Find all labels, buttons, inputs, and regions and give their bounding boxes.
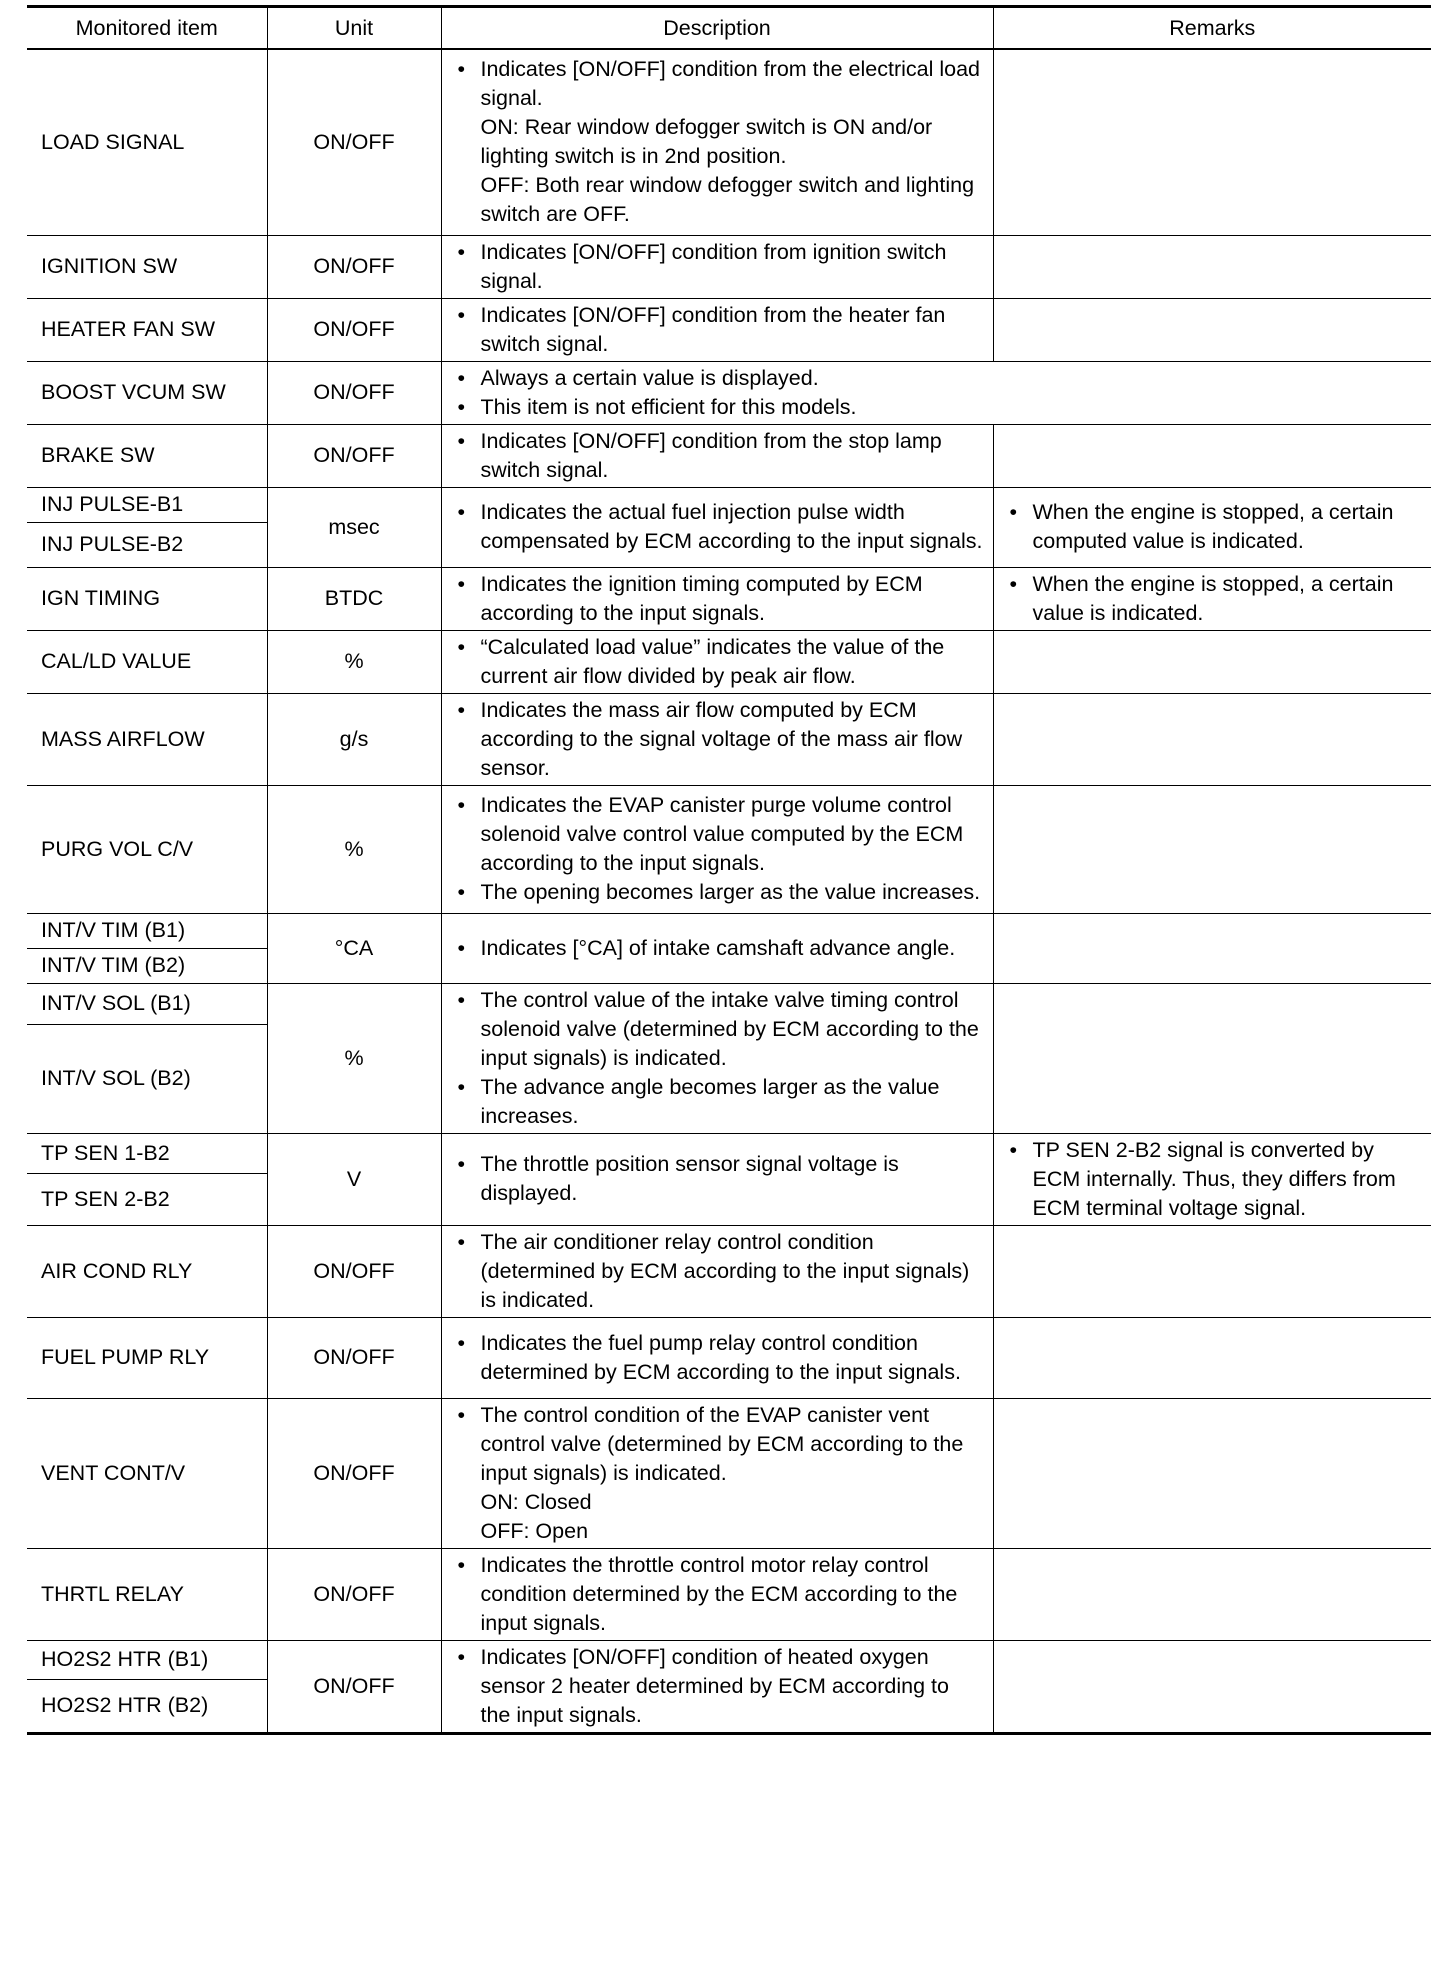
table-row xyxy=(27,49,1431,235)
description-bullet: • Indicates [°CA] of intake camshaft advance angle. xyxy=(456,934,985,963)
description-note: OFF: Both rear window defogger switch and lighting switch are OFF. xyxy=(480,173,975,227)
monitor-item-table xyxy=(27,5,1431,1735)
description-bullet: • Indicates the mass air flow computed by ECM according to the signal voltage of the mass air flow sensor. xyxy=(456,696,985,783)
description-bullet: • Indicates the throttle control motor relay control condition determined by the ECM according to the input signals. xyxy=(456,1551,985,1638)
description-bullet-list xyxy=(456,696,985,783)
description-cell xyxy=(441,1225,993,1317)
monitored-item-cell: AIR COND RLY xyxy=(27,1225,267,1317)
description-bullet: • Indicates [ON/OFF] condition from ignition switch signal. xyxy=(456,238,985,296)
remarks-bullet-list xyxy=(1008,1136,1424,1223)
header-description: Description xyxy=(441,7,993,50)
unit-cell: ON/OFF xyxy=(267,1317,441,1398)
monitored-item-cell: INT/V TIM (B1) xyxy=(27,913,267,948)
unit-cell: % xyxy=(267,785,441,913)
unit-cell: V xyxy=(267,1133,441,1225)
monitored-item-cell: VENT CONT/V xyxy=(27,1398,267,1548)
remarks-cell xyxy=(993,693,1431,785)
unit-cell: g/s xyxy=(267,693,441,785)
description-bullet: • Indicates the ignition timing computed by ECM according to the input signals. xyxy=(456,570,985,628)
unit-cell: ON/OFF xyxy=(267,235,441,298)
description-bullet-list xyxy=(456,364,1424,422)
remarks-cell xyxy=(993,235,1431,298)
unit-cell: % xyxy=(267,630,441,693)
table-row xyxy=(27,1548,1431,1640)
remarks-bullet-list xyxy=(1008,570,1424,628)
description-cell xyxy=(441,1133,993,1225)
header-monitored-item: Monitored item xyxy=(27,7,267,50)
description-bullet-list xyxy=(456,498,985,556)
unit-cell: ON/OFF xyxy=(267,361,441,424)
table-row xyxy=(27,630,1431,693)
description-bullet: • “Calculated load value” indicates the value of the current air flow divided by peak air flow. xyxy=(456,633,985,691)
remarks-cell xyxy=(993,1225,1431,1317)
description-bullet: • Indicates the actual fuel injection pulse width compensated by ECM according to the input signals. xyxy=(456,498,985,556)
table-row xyxy=(27,913,1431,948)
description-bullet: • Indicates [ON/OFF] condition of heated oxygen sensor 2 heater determined by ECM according to the input signals. xyxy=(456,1643,985,1730)
description-cell xyxy=(441,785,993,913)
remarks-cell xyxy=(993,49,1431,235)
description-bullet-list xyxy=(456,1329,985,1387)
remarks-cell xyxy=(993,1548,1431,1640)
monitored-item-cell: FUEL PUMP RLY xyxy=(27,1317,267,1398)
unit-cell: ON/OFF xyxy=(267,424,441,487)
remarks-cell xyxy=(993,487,1431,567)
header-remarks: Remarks xyxy=(993,7,1431,50)
remarks-cell xyxy=(993,1317,1431,1398)
description-cell xyxy=(441,298,993,361)
remarks-cell xyxy=(993,1133,1431,1225)
remarks-cell xyxy=(993,567,1431,630)
description-cell xyxy=(441,1317,993,1398)
remarks-cell xyxy=(993,983,1431,1133)
description-bullet-list xyxy=(456,1551,985,1638)
monitored-item-cell: TP SEN 1-B2 xyxy=(27,1133,267,1173)
description-bullet-list xyxy=(456,238,985,296)
monitored-item-cell: INT/V SOL (B1) xyxy=(27,983,267,1024)
description-bullet: • The opening becomes larger as the value increases. xyxy=(456,878,985,907)
monitored-item-cell: LOAD SIGNAL xyxy=(27,49,267,235)
description-bullet-list xyxy=(456,1228,985,1315)
unit-cell: ON/OFF xyxy=(267,49,441,235)
description-cell xyxy=(441,49,993,235)
description-cell xyxy=(441,1548,993,1640)
description-cell xyxy=(441,983,993,1133)
remarks-bullet-list xyxy=(1008,498,1424,556)
unit-cell: msec xyxy=(267,487,441,567)
description-bullet-list xyxy=(456,934,985,963)
description-cell xyxy=(441,424,993,487)
table-row xyxy=(27,567,1431,630)
monitored-item-cell: THRTL RELAY xyxy=(27,1548,267,1640)
description-bullet-list xyxy=(456,791,985,907)
table-row xyxy=(27,487,1431,522)
monitored-item-cell: INT/V SOL (B2) xyxy=(27,1024,267,1133)
remarks-cell xyxy=(993,913,1431,983)
table-row xyxy=(27,424,1431,487)
table-row xyxy=(27,785,1431,913)
description-bullet-list xyxy=(456,1150,985,1208)
table-row xyxy=(27,361,1431,424)
monitored-item-cell: PURG VOL C/V xyxy=(27,785,267,913)
description-cell xyxy=(441,567,993,630)
remarks-cell xyxy=(993,424,1431,487)
monitor-item-table-container xyxy=(27,5,1431,1735)
unit-cell: ON/OFF xyxy=(267,298,441,361)
table-row xyxy=(27,693,1431,785)
description-cell xyxy=(441,1398,993,1548)
description-bullet: • Always a certain value is displayed. xyxy=(456,364,1424,393)
table-row xyxy=(27,1133,1431,1173)
description-cell xyxy=(441,361,1431,424)
description-bullet-list xyxy=(456,1643,985,1730)
description-bullet: • The air conditioner relay control condition (determined by ECM according to the input signals) is indicated. xyxy=(456,1228,985,1315)
remarks-bullet: • When the engine is stopped, a certain computed value is indicated. xyxy=(1008,498,1424,556)
description-cell xyxy=(441,487,993,567)
table-row xyxy=(27,1225,1431,1317)
table-body xyxy=(27,49,1431,1733)
monitored-item-cell: INJ PULSE-B2 xyxy=(27,522,267,567)
monitored-item-cell: BRAKE SW xyxy=(27,424,267,487)
monitored-item-cell: INJ PULSE-B1 xyxy=(27,487,267,522)
table-row xyxy=(27,298,1431,361)
unit-cell: % xyxy=(267,983,441,1133)
monitored-item-cell: BOOST VCUM SW xyxy=(27,361,267,424)
description-bullet: • Indicates [ON/OFF] condition from the stop lamp switch signal. xyxy=(456,427,985,485)
monitored-item-cell: IGN TIMING xyxy=(27,567,267,630)
table-row xyxy=(27,1317,1431,1398)
description-bullet: • Indicates the fuel pump relay control condition determined by ECM according to the input signals. xyxy=(456,1329,985,1387)
table-row xyxy=(27,1640,1431,1680)
description-note: ON: Rear window defogger switch is ON and/or lighting switch is in 2nd position. xyxy=(480,115,933,169)
unit-cell: ON/OFF xyxy=(267,1640,441,1733)
monitored-item-cell: IGNITION SW xyxy=(27,235,267,298)
description-bullet-list xyxy=(456,986,985,1131)
description-cell xyxy=(441,1640,993,1733)
description-bullet: • The throttle position sensor signal voltage is displayed. xyxy=(456,1150,985,1208)
description-cell xyxy=(441,913,993,983)
monitored-item-cell: HO2S2 HTR (B1) xyxy=(27,1640,267,1680)
description-bullet-list xyxy=(456,55,985,113)
monitored-item-cell: HEATER FAN SW xyxy=(27,298,267,361)
unit-cell: ON/OFF xyxy=(267,1548,441,1640)
remarks-cell xyxy=(993,785,1431,913)
remarks-bullet: • TP SEN 2-B2 signal is converted by ECM internally. Thus, they differs from ECM terminal voltage signal. xyxy=(1008,1136,1424,1223)
monitored-item-cell: MASS AIRFLOW xyxy=(27,693,267,785)
description-note: OFF: Open xyxy=(480,1518,589,1543)
header-unit: Unit xyxy=(267,7,441,50)
monitored-item-cell: HO2S2 HTR (B2) xyxy=(27,1680,267,1733)
table-row xyxy=(27,235,1431,298)
unit-cell: ON/OFF xyxy=(267,1225,441,1317)
remarks-bullet: • When the engine is stopped, a certain value is indicated. xyxy=(1008,570,1424,628)
table-header-row xyxy=(27,7,1431,50)
remarks-cell xyxy=(993,1640,1431,1733)
monitored-item-cell: CAL/LD VALUE xyxy=(27,630,267,693)
description-note: ON: Closed xyxy=(480,1489,592,1514)
monitored-item-cell: INT/V TIM (B2) xyxy=(27,948,267,983)
description-cell xyxy=(441,630,993,693)
table-row xyxy=(27,1398,1431,1548)
table-row xyxy=(27,983,1431,1024)
remarks-cell xyxy=(993,1398,1431,1548)
description-bullet-list xyxy=(456,570,985,628)
description-bullet-list xyxy=(456,301,985,359)
unit-cell: BTDC xyxy=(267,567,441,630)
description-bullet-list xyxy=(456,1401,985,1488)
unit-cell: °CA xyxy=(267,913,441,983)
description-bullet: • Indicates the EVAP canister purge volume control solenoid valve control value computed by the ECM according to the input signals. xyxy=(456,791,985,878)
description-bullet-list xyxy=(456,427,985,485)
description-bullet: • Indicates [ON/OFF] condition from the electrical load signal. xyxy=(456,55,985,113)
description-bullet: • This item is not efficient for this models. xyxy=(456,393,1424,422)
description-bullet: • The control condition of the EVAP canister vent control valve (determined by ECM according to the input signals) is indicated. xyxy=(456,1401,985,1488)
description-bullet-list xyxy=(456,633,985,691)
description-cell xyxy=(441,235,993,298)
description-bullet: • The advance angle becomes larger as the value increases. xyxy=(456,1073,985,1131)
remarks-cell xyxy=(993,298,1431,361)
monitored-item-cell: TP SEN 2-B2 xyxy=(27,1173,267,1225)
remarks-cell xyxy=(993,630,1431,693)
unit-cell: ON/OFF xyxy=(267,1398,441,1548)
description-bullet: • The control value of the intake valve timing control solenoid valve (determined by ECM according to the input signals) is indicated. xyxy=(456,986,985,1073)
description-bullet: • Indicates [ON/OFF] condition from the heater fan switch signal. xyxy=(456,301,985,359)
description-cell xyxy=(441,693,993,785)
